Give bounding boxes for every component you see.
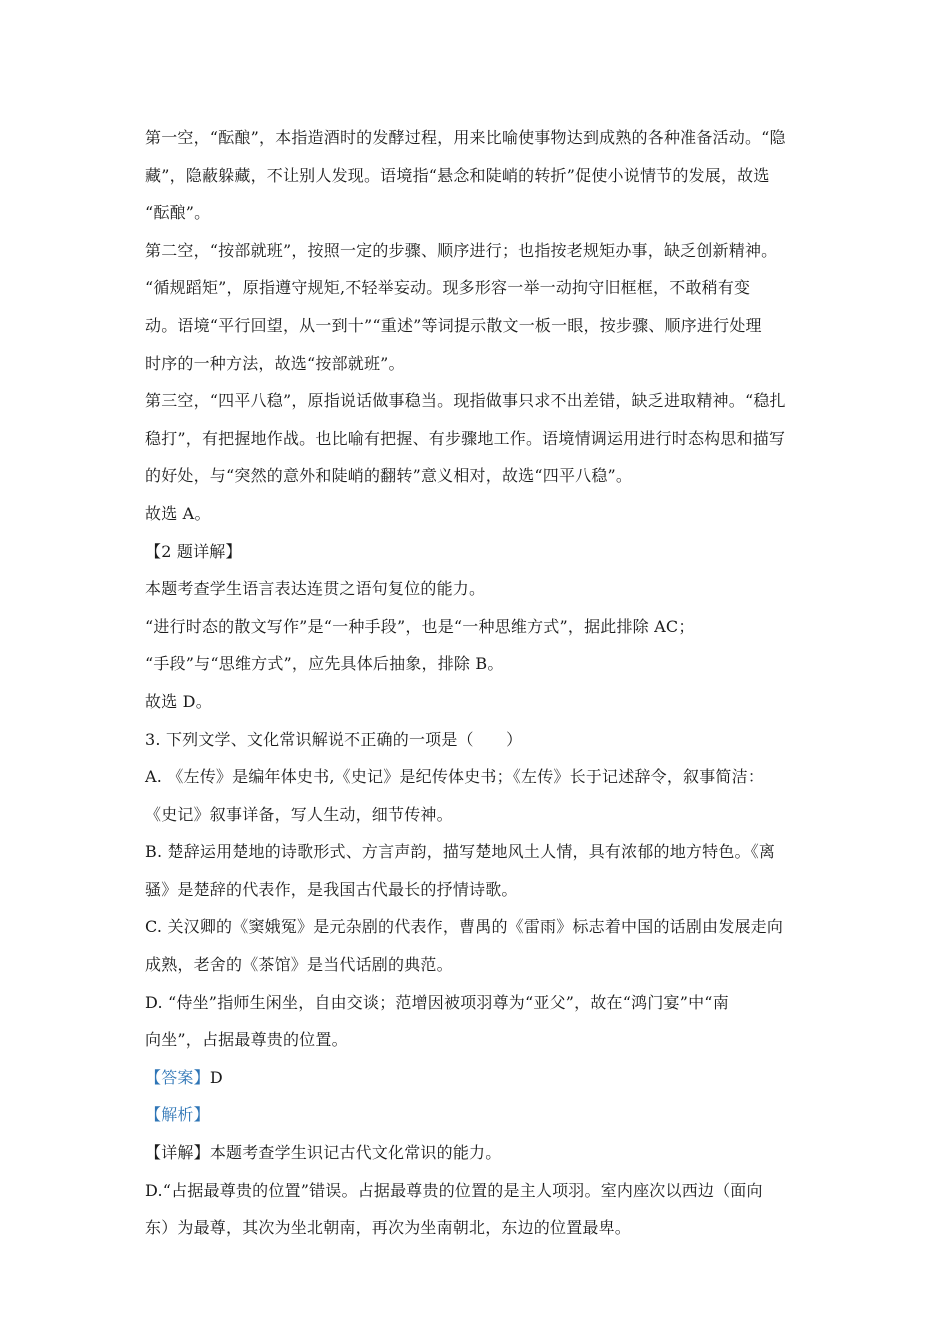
- section-heading: 【2 题详解】: [145, 541, 242, 561]
- option-c-cont: 成熟，老舍的《茶馆》是当代话剧的典范。: [145, 955, 453, 975]
- text-line: 故选 A。: [145, 503, 211, 523]
- answer-value: D: [209, 1067, 223, 1087]
- option-a-cont: 《史记》叙事详备，写人生动，细节传神。: [145, 804, 453, 824]
- option-d-cont: 向坐”，占据最尊贵的位置。: [145, 1030, 348, 1050]
- option-b: B. 楚辞运用楚地的诗歌形式、方言声韵，描写楚地风土人情，具有浓郁的地方特色。《离: [145, 842, 776, 862]
- answer-tag: 【答案】: [145, 1067, 210, 1087]
- text-line: 动。语境“平行回望，从一到十”“重述”等词提示散文一板一眼，按步骤、顺序进行处理: [145, 315, 762, 335]
- text-line: 本题考查学生语言表达连贯之语句复位的能力。: [145, 579, 486, 599]
- option-c: C. 关汉卿的《窦娥冤》是元杂剧的代表作，曹禺的《雷雨》标志着中国的话剧由发展走向: [145, 917, 784, 937]
- answer-line: [145, 1059, 810, 1097]
- text-line: 藏”，隐蔽躲藏，不让别人发现。语境指“悬念和陡峭的转折”促使小说情节的发展，故选: [145, 165, 770, 185]
- analysis-tag: 【解析】: [145, 1105, 210, 1125]
- document-page: [145, 119, 810, 1247]
- text-line: “循规蹈矩”，原指遵守规矩,不轻举妄动。现多形容一举一动拘守旧框框，不敢稍有变: [145, 278, 751, 298]
- option-a: A. 《左传》是编年体史书,《史记》是纪传体史书；《左传》长于记述辞令，叙事简洁：: [145, 767, 765, 787]
- option-b-cont: 骚》是楚辞的代表作，是我国古代最长的抒情诗歌。: [145, 879, 518, 899]
- explanation-line: D.“占据最尊贵的位置”错误。占据最尊贵的位置的是主人项羽。室内座次以西边（面向: [145, 1180, 763, 1200]
- text-line: 的好处，与“突然的意外和陡峭的翻转”意义相对，故选“四平八稳”。: [145, 466, 633, 486]
- text-line: 第三空，“四平八稳”，原指说话做事稳当。现指做事只求不出差错，缺乏进取精神。“稳扎: [145, 391, 786, 411]
- text-line: 稳打”，有把握地作战。也比喻有把握、有步骤地工作。语境情调运用进行时态构思和描写: [145, 428, 786, 448]
- text-line: 第二空，“按部就班”，按照一定的步骤、顺序进行；也指按老规矩办事，缺乏创新精神。: [145, 240, 778, 260]
- detail-text: 本题考查学生识记古代文化常识的能力。: [209, 1143, 502, 1163]
- text-line: “进行时态的散文写作”是“一种手段”，也是“一种思维方式”，据此排除 AC；: [145, 616, 695, 636]
- text-line: 第一空，“酝酿”，本指造酒时的发酵过程，用来比喻使事物达到成熟的各种准备活动。“隐: [145, 128, 786, 147]
- text-line: “手段”与“思维方式”，应先具体后抽象，排除 B。: [145, 654, 504, 674]
- detail-line: [145, 1134, 810, 1172]
- analysis-line: [145, 1096, 810, 1134]
- option-d: D. “侍坐”指师生闲坐，自由交谈；范增因被项羽尊为“亚父”，故在“鸿门宴”中“南: [145, 992, 729, 1012]
- text-line: “酝酿”。: [145, 203, 211, 223]
- text-line: 故选 D。: [145, 691, 212, 711]
- explanation-line: 东）为最尊，其次为坐北朝南，再次为坐南朝北，东边的位置最卑。: [145, 1218, 632, 1238]
- question-stem: 3. 下列文学、文化常识解说不正确的一项是（ ）: [145, 729, 523, 749]
- text-line: 时序的一种方法，故选“按部就班”。: [145, 353, 405, 373]
- detail-tag: 【详解】: [145, 1143, 210, 1163]
